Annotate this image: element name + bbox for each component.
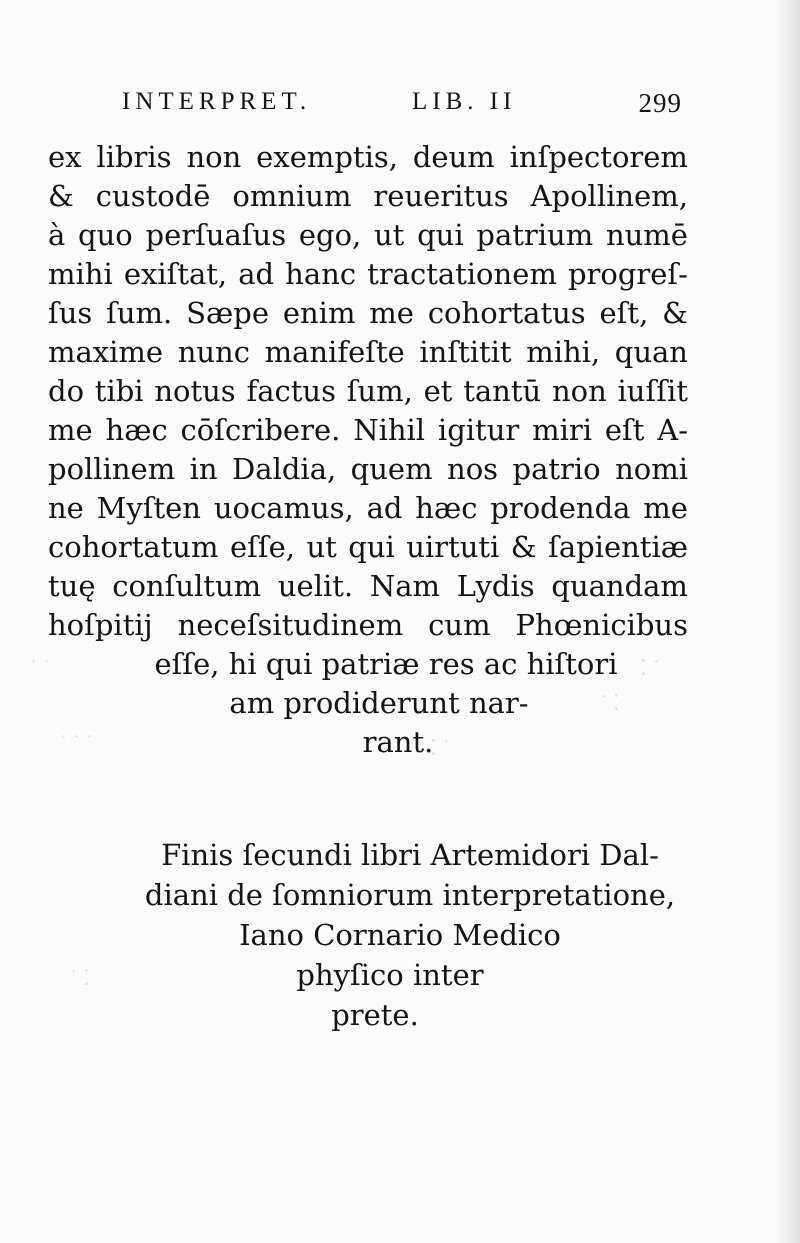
word: omnium [232, 179, 352, 213]
show-through-mark: ⁚ ˙ [430, 735, 450, 760]
text-line: rant. [362, 725, 434, 759]
word: uirtuti [406, 530, 500, 564]
word: ſum, [346, 374, 413, 408]
word: perſuaſus [145, 218, 287, 252]
show-through-mark: ⁚ ˙ [640, 655, 660, 680]
word: eſt, [599, 296, 649, 330]
show-through-mark: ˙ ⁚ [70, 965, 90, 990]
word: hoſpitij [48, 608, 153, 642]
word: hanc [285, 257, 357, 291]
word: reueritus [373, 179, 509, 213]
running-head-title: INTERPRET. [122, 88, 312, 115]
colophon-line: Finis ſecundi libri Artemidori Dal- [161, 838, 659, 872]
word: Phœnicibus [515, 608, 688, 642]
text-line [48, 372, 688, 411]
word: & [510, 530, 537, 564]
word: non [551, 374, 607, 408]
word: inſpectorem [509, 140, 688, 174]
word: Myſten [96, 491, 201, 525]
show-through-mark: ˙ ⁚ [600, 690, 620, 715]
word: progreſ- [567, 257, 688, 291]
word: qui [417, 218, 464, 252]
running-head-book: LIB. II [412, 88, 517, 115]
word: in [189, 452, 218, 486]
word: do [48, 374, 85, 408]
word: manifeſte [264, 335, 405, 369]
word: patrium [476, 218, 594, 252]
word: tractationem [367, 257, 557, 291]
word: ne [48, 491, 84, 525]
word: me [369, 296, 414, 330]
show-through-mark: ˙ ˙ ˙ [60, 730, 93, 755]
word: ut [306, 530, 337, 564]
word: patrio [512, 452, 601, 486]
word: hæc [105, 413, 168, 447]
word: ego, [298, 218, 362, 252]
show-through-mark: ˙ ˙ [30, 655, 51, 680]
text-line [48, 333, 688, 372]
word: iuſſit [617, 374, 688, 408]
word: cum [428, 608, 491, 642]
word: mihi, [526, 335, 601, 369]
word: nos [447, 452, 499, 486]
word: qui [348, 530, 395, 564]
word: quo [78, 218, 133, 252]
word: nunc [177, 335, 250, 369]
text-line: am prodiderunt nar- [229, 686, 529, 720]
word: Sæpe [186, 296, 269, 330]
word: tibi [94, 374, 144, 408]
text-line [48, 177, 688, 216]
word: custodē [95, 179, 211, 213]
word: uelit. [277, 569, 354, 603]
colophon-line: diani de ſomniorum interpretatione, [144, 878, 676, 912]
word: tantū [463, 374, 542, 408]
word: Apollinem, [530, 179, 688, 213]
word: hæc [415, 491, 478, 525]
word: factus [246, 374, 336, 408]
word: ſapientiæ [548, 530, 688, 564]
word: ſus [48, 296, 93, 330]
colophon-line: phyſico inter [296, 958, 484, 992]
word: & [662, 296, 688, 330]
word: A- [657, 413, 688, 447]
word: Nam [369, 569, 441, 603]
word: non [186, 140, 242, 174]
word: ad [238, 257, 275, 291]
word: mihi [48, 257, 113, 291]
word: enim [282, 296, 356, 330]
word: me [643, 491, 688, 525]
word: Nihil [353, 413, 426, 447]
word: ad [366, 491, 403, 525]
word: pollinem [48, 452, 176, 486]
word: ex [48, 140, 82, 174]
word: ut [374, 218, 405, 252]
word: inſtitit [419, 335, 512, 369]
word: quem [350, 452, 433, 486]
text-line [48, 411, 688, 450]
word: nomi [615, 452, 688, 486]
text-line [48, 489, 688, 528]
word: notus [154, 374, 236, 408]
word: quan [614, 335, 688, 369]
word: quandam [551, 569, 688, 603]
word: neceſsitudinem [177, 608, 404, 642]
colophon-line: Iano Cornario Medico [239, 918, 561, 952]
text-line [48, 450, 688, 489]
word: exemptis, [256, 140, 398, 174]
text-line [48, 528, 688, 567]
text-line [48, 606, 688, 645]
text-line [48, 138, 688, 177]
word: à [48, 218, 66, 252]
word: miri [532, 413, 592, 447]
page-number: 299 [638, 88, 682, 118]
word: eſſe, [229, 530, 295, 564]
text-line [48, 255, 688, 294]
word: numē [605, 218, 688, 252]
word: cohortatus [427, 296, 586, 330]
word: uocamus, [213, 491, 354, 525]
word: Lydis [456, 569, 535, 603]
word: conſultum [112, 569, 262, 603]
word: maxime [48, 335, 164, 369]
word: prodenda [490, 491, 631, 525]
colophon-line: prete. [331, 998, 419, 1032]
word: tuę [48, 569, 96, 603]
word: Daldia, [232, 452, 337, 486]
body-text [48, 138, 688, 762]
word: exiſtat, [123, 257, 228, 291]
text-line [48, 294, 688, 333]
word: ſum. [106, 296, 173, 330]
word: deum [412, 140, 495, 174]
word: et [423, 374, 453, 408]
colophon [60, 835, 680, 1035]
word: cohortatum [48, 530, 219, 564]
word: cōſcribere. [180, 413, 341, 447]
word: eſt [604, 413, 645, 447]
text-line: eſſe, hi qui patriæ res ac hiſtori [154, 647, 618, 681]
word: me [48, 413, 93, 447]
text-line [48, 567, 688, 606]
word: igitur [437, 413, 520, 447]
word: libris [96, 140, 172, 174]
word: & [48, 179, 74, 213]
page-edge-shadow [774, 0, 800, 1243]
text-line [48, 216, 688, 255]
running-head [122, 88, 682, 124]
